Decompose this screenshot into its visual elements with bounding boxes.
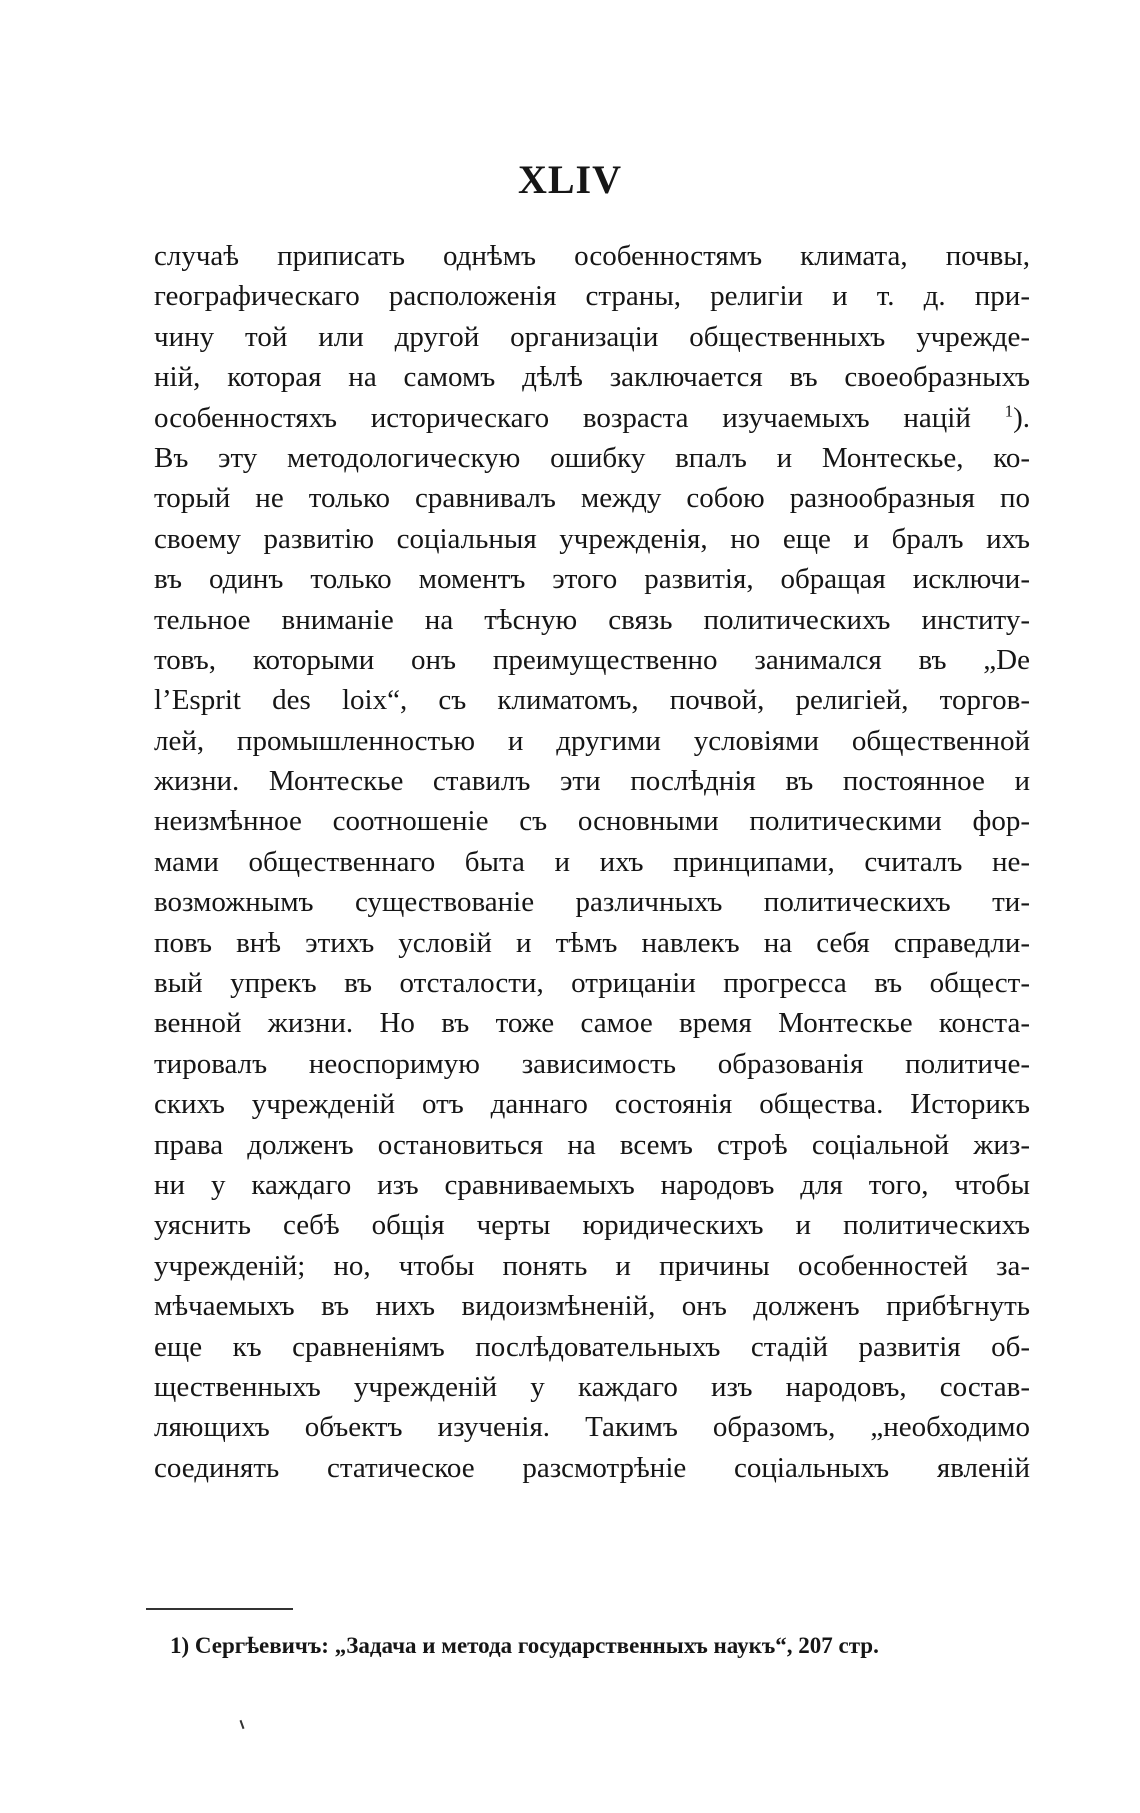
text-line: неизмѣнное соотношеніе съ основными политическими фор- (154, 805, 1030, 838)
text-line: ляющихъ объектъ изученія. Такимъ образомъ, „необходимо (154, 1411, 1030, 1444)
text-line: жизни. Монтескье ставилъ эти послѣднія въ постоянное и (154, 765, 1030, 798)
text-line: l’Esprit des loix“, съ климатомъ, почвой, религіей, торгов- (154, 684, 1030, 717)
text-line: тельное вниманіе на тѣсную связь политическихъ институ- (154, 603, 1030, 636)
text-line: лей, промышленностью и другими условіями общественной (154, 724, 1030, 757)
text-line: Въ эту методологическую ошибку впалъ и Монтескье, ко- (154, 441, 1030, 474)
text-line: своему развитію соціальныя учрежденія, но еще и бралъ ихъ (154, 522, 1030, 555)
footnote-reference: 1 (1004, 400, 1014, 420)
text-line-with-footnote-ref (154, 398, 1030, 438)
text-line: возможнымъ существованіе различныхъ политическихъ ти- (154, 886, 1030, 919)
text-line: права долженъ остановиться на всемъ строѣ соціальной жиз- (154, 1128, 1030, 1161)
text-line: случаѣ приписать однѣмъ особенностямъ климата, почвы, (154, 240, 1030, 272)
text-line: соединять статическое разсмотрѣніе соціальныхъ явленій (154, 1451, 1030, 1484)
text-line: вый упрекъ въ отсталости, отрицаніи прогресса въ общест- (154, 967, 1030, 1000)
text-line: мами общественнаго быта и ихъ принципами, считалъ не- (154, 845, 1030, 878)
text-line: еще къ сравненіямъ послѣдовательныхъ стадій развитія об- (154, 1330, 1030, 1363)
text-line: особенностяхъ историческаго возраста изучаемыхъ націй (154, 401, 971, 434)
text-line: скихъ учрежденій отъ даннаго состоянія общества. Историкъ (154, 1088, 1030, 1121)
text-line: въ одинъ только моментъ этого развитія, обращая исключи- (154, 563, 1030, 596)
text-line: ни у каждаго изъ сравниваемыхъ народовъ для того, чтобы (154, 1168, 1030, 1201)
print-mark (240, 1720, 245, 1729)
text-line: географическаго расположенія страны, религіи и т. д. при- (154, 280, 1030, 313)
text-line: ній, которая на самомъ дѣлѣ заключается въ своеобразныхъ (154, 361, 1030, 394)
text-line: венной жизни. Но въ тоже самое время Монтескье конста- (154, 1007, 1030, 1040)
text-line: щественныхъ учрежденій у каждаго изъ народовъ, состав- (154, 1370, 1030, 1403)
page-number: XLIV (517, 157, 623, 202)
text-line: товъ, которыми онъ преимущественно занимался въ „De (154, 643, 1030, 676)
footnote: 1) Сергѣевичъ: „Задача и метода государственныхъ наукъ“, 207 стр. (170, 1633, 879, 1658)
text-line: мѣчаемыхъ въ нихъ видоизмѣненій, онъ долженъ прибѣгнуть (154, 1290, 1030, 1323)
text-line: уяснить себѣ общія черты юридическихъ и политическихъ (154, 1209, 1030, 1242)
body-text (154, 236, 1030, 1488)
text-line: чину той или другой организаціи общественныхъ учрежде- (154, 320, 1030, 353)
text-line: торый не только сравнивалъ между собою разнообразныя по (154, 482, 1030, 515)
text-line: повъ внѣ этихъ условій и тѣмъ навлекъ на себя справедли- (154, 926, 1030, 959)
text-line: учрежденій; но, чтобы понять и причины особенностей за- (154, 1249, 1030, 1282)
text-line: тировалъ неоспоримую зависимость образованія политиче- (154, 1047, 1030, 1080)
footnote-reference-close: ). (1013, 401, 1030, 434)
footnote-divider (146, 1608, 293, 1610)
